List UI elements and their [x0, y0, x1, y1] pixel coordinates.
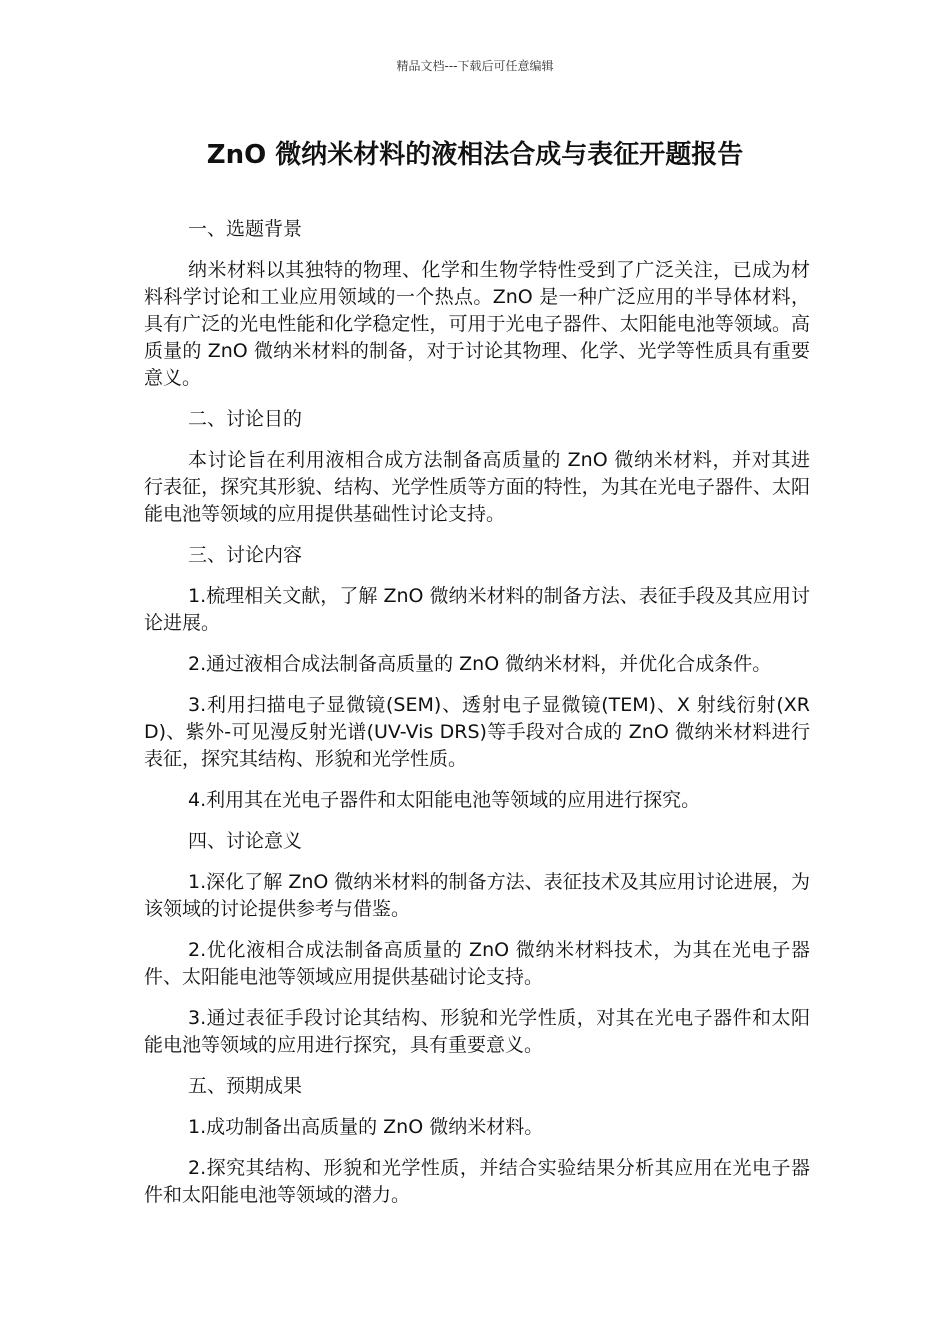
section-heading: 一、选题背景	[188, 218, 303, 240]
paragraph: 本讨论旨在利用液相合成方法制备高质量的 ZnO 微纳米材料，并对其进行表征，探究其形貌、结构、光学性质等方面的特性，为其在光电子器件、太阳能电池等领域的应用提供基础性讨论支持。	[144, 449, 810, 525]
list-item: 2.探究其结构、形貌和光学性质，并结合实验结果分析其应用在光电子器件和太阳能电池等领域的潜力。	[144, 1157, 810, 1206]
document-body	[144, 216, 810, 1223]
section-heading: 五、预期成果	[188, 1075, 303, 1097]
list-item: 2.优化液相合成法制备高质量的 ZnO 微纳米材料技术，为其在光电子器件、太阳能电池等领域应用提供基础讨论支持。	[144, 939, 810, 988]
list-item: 3.利用扫描电子显微镜(SEM)、透射电子显微镜(TEM)、X 射线衍射(XRD)、紫外-可见漫反射光谱(UV-Vis DRS)等手段对合成的 ZnO 微纳米材料进行表征，探究其结构、形貌和光学性质。	[144, 694, 810, 770]
section-heading: 四、讨论意义	[188, 830, 303, 852]
list-item: 1.梳理相关文献，了解 ZnO 微纳米材料的制备方法、表征手段及其应用讨论进展。	[144, 585, 810, 634]
paragraph: 纳米材料以其独特的物理、化学和生物学特性受到了广泛关注，已成为材料科学讨论和工业应用领域的一个热点。ZnO 是一种广泛应用的半导体材料，具有广泛的光电性能和化学稳定性，可用于光电子器件、太阳能电池等领域。高质量的 ZnO 微纳米材料的制备，对于讨论其物理、化学、光学等性质具有重要意义。	[144, 259, 810, 389]
list-item: 2.通过液相合成法制备高质量的 ZnO 微纳米材料，并优化合成条件。	[188, 653, 772, 675]
document-title: ZnO 微纳米材料的液相法合成与表征开题报告	[206, 140, 744, 170]
section-background	[144, 216, 810, 392]
list-item: 1.深化了解 ZnO 微纳米材料的制备方法、表征技术及其应用讨论进展，为该领域的讨论提供参考与借鉴。	[144, 871, 810, 920]
section-significance	[144, 828, 810, 1059]
section-heading: 二、讨论目的	[188, 408, 303, 430]
list-item: 3.通过表征手段讨论其结构、形貌和光学性质，对其在光电子器件和太阳能电池等领域的应用进行探究，具有重要意义。	[144, 1007, 810, 1056]
list-item: 1.成功制备出高质量的 ZnO 微纳米材料。	[188, 1116, 544, 1138]
section-expected-results	[144, 1073, 810, 1209]
header-note: 精品文档---下载后可任意编辑	[396, 59, 554, 73]
section-purpose	[144, 406, 810, 528]
section-content	[144, 542, 810, 814]
list-item: 4.利用其在光电子器件和太阳能电池等领域的应用进行探究。	[188, 789, 701, 811]
section-heading: 三、讨论内容	[188, 544, 303, 566]
